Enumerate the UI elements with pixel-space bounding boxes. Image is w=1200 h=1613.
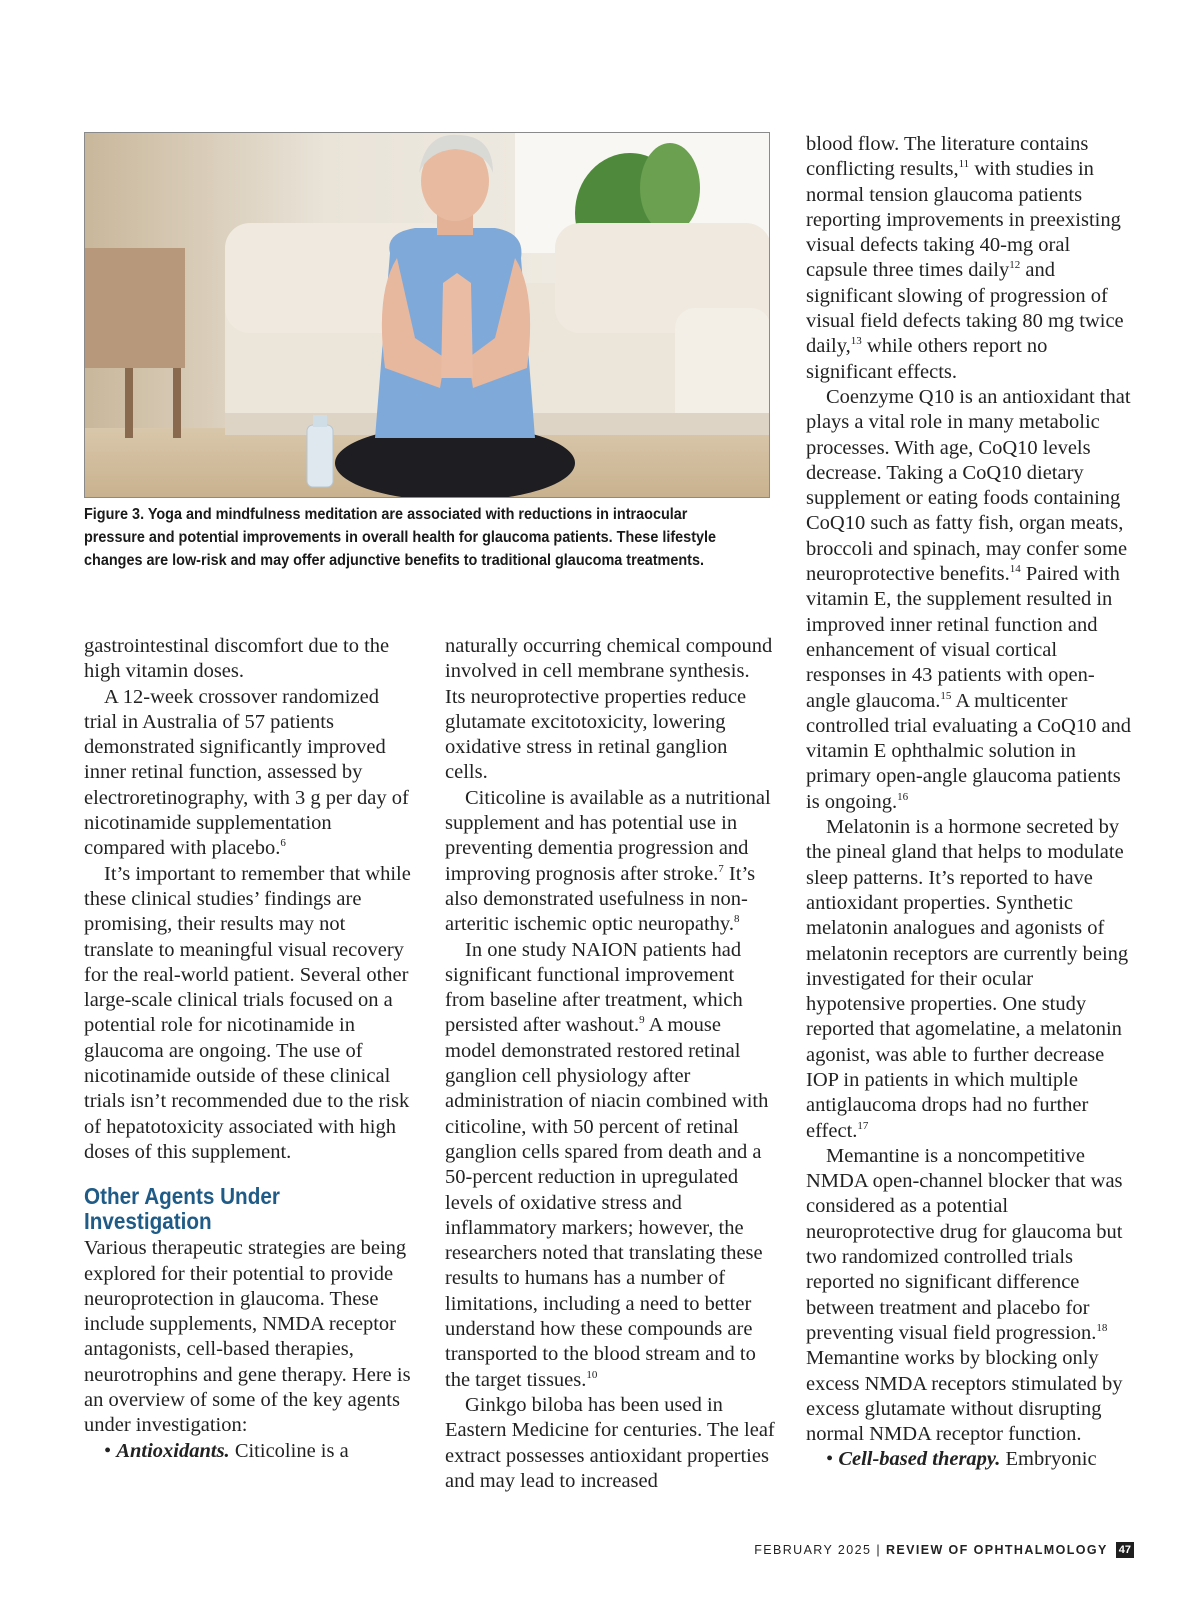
- paragraph-text: Melatonin is a hormone secreted by the pineal gland that helps to modulate sleep patterns. It’s reported to have antioxidant properties. Synthetic melatonin analogues and agonists of melatonin receptors are currently being investigated for their ocular hypotensive properties. One study reported that agomelatine, a melatonin agonist, was able to further decrease IOP in patients in which multiple antiglaucoma drops had no further effect.: [806, 816, 1129, 1142]
- paragraph-text: A multicenter controlled trial evaluating a CoQ10 and vitamin E ophthalmic solution in primary open-angle glaucoma patients is ongoing.: [806, 689, 1132, 813]
- figure-caption: Figure 3. Yoga and mindfulness meditation are associated with reductions in intraocular pressure and potential improvements in overall health for glaucoma patients. These lifestyle changes are low-risk and may offer adjunctive benefits to traditional glaucoma treatments.: [84, 506, 717, 569]
- reference-superscript: 15: [940, 689, 952, 702]
- paragraph-text: and significant slowing of progression of visual field defects taking 80 mg twice daily,: [806, 259, 1124, 358]
- paragraph: [445, 634, 775, 786]
- page-footer: [754, 1542, 1134, 1558]
- bullet-title: Cell-based therapy.: [838, 1448, 1001, 1471]
- paragraph: [445, 938, 775, 1393]
- paragraph: [806, 815, 1136, 1144]
- paragraph-text: blood flow. The literature contains conflicting results,: [806, 133, 1089, 181]
- reference-superscript: 18: [1096, 1322, 1108, 1335]
- footer-separator: |: [876, 1543, 881, 1557]
- reference-superscript: 8: [733, 913, 740, 926]
- bullet-title: Antioxidants.: [116, 1439, 230, 1462]
- paragraph-text: A mouse model demonstrated restored retinal ganglion cell physiology after administration of niacin combined with citicoline, with 50 percent of retinal ganglion cells spared from death and a 50-percent reduction in upregulated levels of oxidative stress and inflammatory markers; however, the researchers noted that translating these results to humans has a number of limitations, including a need to better understand how these compounds are transported to the blood stream and to the target tissues.: [445, 1014, 769, 1391]
- paragraph-text: gastrointestinal discomfort due to the high vitamin doses.: [84, 635, 390, 683]
- reference-superscript: 16: [897, 790, 909, 803]
- paragraph-text: Memantine is a noncompetitive NMDA open-channel blocker that was considered as a potential neuroprotective drug for glaucoma but two randomized controlled trials reported no significant difference between treatment and placebo for preventing visual field progression.: [806, 1144, 1123, 1344]
- reference-superscript: 6: [280, 837, 286, 850]
- reference-superscript: 13: [850, 335, 862, 348]
- paragraph-text: Various therapeutic strategies are being explored for their potential to provide neuroprotection in glaucoma. These include supplements, NMDA receptor antagonists, cell-based therapies, neurotrophins and gene therapy. Here is an overview of some of the key agents under investigation:: [84, 1237, 411, 1437]
- paragraph: [806, 132, 1136, 385]
- page-number: 47: [1116, 1542, 1134, 1558]
- paragraph-text: Citicoline is a: [234, 1439, 349, 1462]
- reference-superscript: 12: [1009, 259, 1021, 272]
- paragraph: [445, 786, 775, 938]
- paragraph-text: Citicoline is available as a nutritional supplement and has potential use in preventing dementia progression and improving prognosis after stroke.: [445, 786, 771, 885]
- bullet-item: • Antioxidants. Citicoline is a: [104, 1439, 349, 1462]
- paragraph-text: In one study NAION patients had significant functional improvement from baseline after treatment, which persisted after washout.: [445, 938, 743, 1037]
- paragraph: [84, 1236, 414, 1438]
- paragraph-text: It’s also demonstrated usefulness in non-arteritic ischemic optic neuropathy.: [445, 862, 756, 936]
- column-1: [84, 634, 414, 1464]
- paragraph-text: It’s important to remember that while these clinical studies’ findings are promising, their results may not translate to meaningful visual recovery for the real-world patient. Several other large-scale clinical trials focused on a potential role for nicotinamide in glaucoma are ongoing. The use of nicotinamide outside of these clinical trials isn’t recommended due to the risk of hepatotoxicity associated with high doses of this supplement.: [84, 862, 411, 1163]
- figure-photo: [84, 132, 770, 498]
- bullet-item: • Cell-based therapy. Embryonic: [826, 1448, 1097, 1471]
- paragraph-text: Coenzyme Q10 is an antioxidant that plays a vital role in many metabolic processes. With age, CoQ10 levels decrease. Taking a CoQ10 dietary supplement or eating foods containing CoQ10 such as fatty fish, organ meats, broccoli and spinach, may confer some neuroprotective benefits.: [806, 385, 1131, 586]
- reference-superscript: 10: [586, 1368, 598, 1381]
- reference-superscript: 14: [1009, 563, 1021, 576]
- paragraph: [445, 1393, 775, 1494]
- reference-superscript: 17: [857, 1119, 869, 1132]
- paragraph: [84, 862, 414, 1166]
- footer-magazine-title: REVIEW OF OPHTHALMOLOGY: [885, 1543, 1108, 1557]
- section-heading: Other Agents Under Investigation: [84, 1183, 280, 1235]
- paragraph-text: Embryonic: [1005, 1448, 1097, 1471]
- paragraph: [84, 634, 414, 685]
- paragraph-text: A 12-week crossover randomized trial in Australia of 57 patients demonstrated significantly improved inner retinal function, assessed by electroretinography, with 3 g per day of nicotinamide supplementation compared with placebo.: [84, 685, 409, 860]
- paragraph: [806, 1144, 1136, 1448]
- paragraph: [806, 385, 1136, 815]
- reference-superscript: 11: [958, 158, 970, 171]
- column-2: [445, 634, 775, 1494]
- paragraph-text: while others report no significant effects.: [806, 335, 1048, 383]
- paragraph-text: Paired with vitamin E, the supplement resulted in improved inner retinal function and enhancement of visual cortical responses in 43 patients with open-angle glaucoma.: [806, 563, 1120, 712]
- column-3: [806, 132, 1136, 1473]
- paragraph-text: Ginkgo biloba has been used in Eastern Medicine for centuries. The leaf extract possesses antioxidant properties and may lead to increased: [445, 1393, 775, 1492]
- paragraph: [84, 685, 414, 862]
- footer-date: FEBRUARY 2025: [754, 1543, 872, 1557]
- reference-superscript: 9: [639, 1014, 645, 1027]
- reference-superscript: 7: [718, 862, 724, 875]
- paragraph-text: with studies in normal tension glaucoma patients reporting improvements in preexisting visual defects taking 40-mg oral capsule three times daily: [806, 158, 1121, 282]
- paragraph-text: naturally occurring chemical compound involved in cell membrane synthesis. Its neuroprotective properties reduce glutamate excitotoxicity, lowering oxidative stress in retinal ganglion cells.: [445, 635, 773, 784]
- paragraph-text: Memantine works by blocking only excess NMDA receptors stimulated by excess glutamate without disrupting normal NMDA receptor function.: [806, 1347, 1123, 1446]
